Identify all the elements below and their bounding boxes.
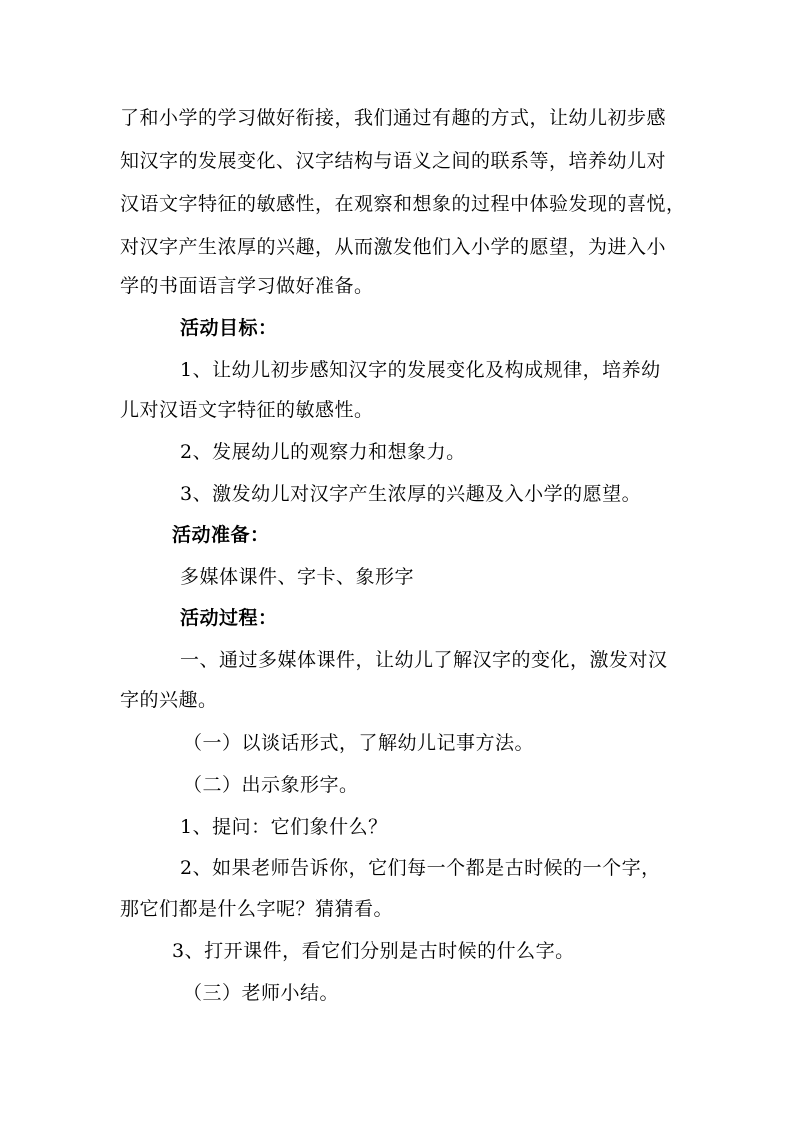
sub-2: （二）出示象形字。	[183, 774, 359, 796]
intro-line-4: 对汉字产生浓厚的兴趣，从而激发他们入小学的愿望，为进入小	[120, 236, 667, 258]
question-3: 3、打开课件，看它们分别是古时候的什么字。	[172, 940, 575, 962]
goal-3: 3、激发幼儿对汉字产生浓厚的兴趣及入小学的愿望。	[180, 483, 642, 505]
goal-2: 2、发展幼儿的观察力和想象力。	[180, 441, 466, 463]
goals-heading: 活动目标：	[180, 317, 278, 339]
prep-text: 多媒体课件、字卡、象形字	[180, 566, 415, 588]
sub-3: （三）老师小结。	[183, 982, 340, 1004]
question-2-line-1: 2、如果老师告诉你，它们每一个都是古时候的一个字，	[180, 857, 661, 879]
goal-1-line-1: 1、让幼儿初步感知汉字的发展变化及构成规律，培养幼	[180, 359, 661, 381]
intro-line-1: 了和小学的学习做好衔接，我们通过有趣的方式，让幼儿初步感	[120, 107, 667, 129]
intro-line-5: 学的书面语言学习做好准备。	[120, 275, 374, 297]
goal-1-line-2: 儿对汉语文字特征的敏感性。	[120, 399, 374, 421]
question-1: 1、提问：它们象什么？	[180, 816, 388, 838]
process-heading: 活动过程：	[180, 607, 278, 629]
sub-1: （一）以谈话形式，了解幼儿记事方法。	[183, 732, 535, 754]
intro-line-3: 汉语文字特征的敏感性，在观察和想象的过程中体验发现的喜悦，	[120, 193, 686, 215]
step-1-line-2: 字的兴趣。	[120, 689, 218, 711]
step-1-line-1: 一、通过多媒体课件，让幼儿了解汉字的变化，激发对汉	[180, 649, 668, 671]
intro-line-2: 知汉字的发展变化、汉字结构与语义之间的联系等，培养幼儿对	[120, 150, 667, 172]
prep-heading: 活动准备：	[172, 524, 270, 546]
question-2-line-2: 那它们都是什么字呢？猜猜看。	[120, 898, 394, 920]
